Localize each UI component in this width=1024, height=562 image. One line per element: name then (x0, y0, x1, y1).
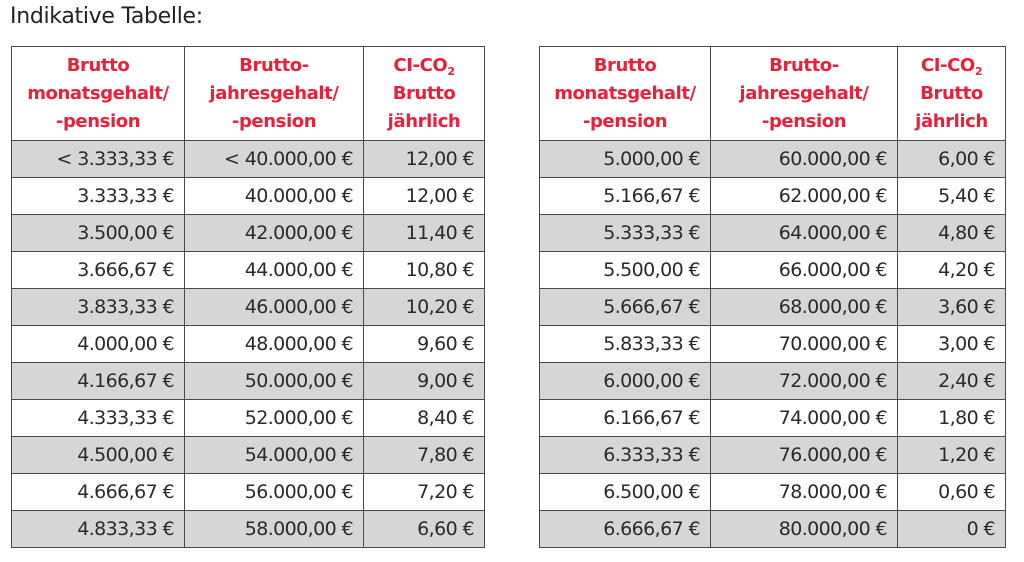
table-body (540, 141, 1006, 548)
table-row (540, 141, 1006, 178)
cell-ci-co2: 9,00 € (364, 363, 485, 400)
cell-monthly: 5.500,00 € (540, 252, 711, 289)
cell-ci-co2: 3,00 € (898, 326, 1006, 363)
header-monthly (12, 47, 185, 141)
cell-ci-co2: 6,60 € (364, 511, 485, 548)
header-ci-line: Brutto (392, 82, 456, 104)
cell-monthly: 3.666,67 € (12, 252, 185, 289)
cell-yearly: 78.000,00 € (711, 474, 898, 511)
table-row (540, 289, 1006, 326)
cell-monthly: 6.666,67 € (540, 511, 711, 548)
cell-ci-co2: 12,00 € (364, 141, 485, 178)
table-row (540, 474, 1006, 511)
header-ci-line: jährlich (915, 110, 988, 132)
cell-monthly: 6.000,00 € (540, 363, 711, 400)
header-yearly (185, 47, 364, 141)
header-monthly-line: Brutto (593, 54, 657, 76)
cell-monthly: 4.333,33 € (12, 400, 185, 437)
cell-ci-co2: 8,40 € (364, 400, 485, 437)
cell-yearly: 52.000,00 € (185, 400, 364, 437)
cell-ci-co2: 12,00 € (364, 178, 485, 215)
header-monthly-line: -pension (582, 110, 668, 132)
cell-monthly: 4.500,00 € (12, 437, 185, 474)
table-row (12, 363, 485, 400)
cell-monthly: 5.000,00 € (540, 141, 711, 178)
table-row (540, 326, 1006, 363)
header-monthly-line: -pension (55, 110, 141, 132)
table-row (12, 252, 485, 289)
table-row (12, 141, 485, 178)
header-ci-subscript: 2 (974, 64, 983, 78)
cell-monthly: 4.666,67 € (12, 474, 185, 511)
header-ci-line (364, 52, 484, 80)
cell-yearly: 66.000,00 € (711, 252, 898, 289)
cell-ci-co2: 11,40 € (364, 215, 485, 252)
cell-ci-co2: 10,20 € (364, 289, 485, 326)
cell-yearly: 56.000,00 € (185, 474, 364, 511)
header-ci-line (898, 52, 1005, 80)
cell-yearly: 46.000,00 € (185, 289, 364, 326)
cell-yearly: 44.000,00 € (185, 252, 364, 289)
table-header-row (12, 47, 485, 141)
table-row (540, 215, 1006, 252)
table-body (12, 141, 485, 548)
cell-ci-co2: 7,20 € (364, 474, 485, 511)
cell-yearly: 48.000,00 € (185, 326, 364, 363)
cell-ci-co2: 1,80 € (898, 400, 1006, 437)
cell-monthly: 5.833,33 € (540, 326, 711, 363)
cell-ci-co2: 6,00 € (898, 141, 1006, 178)
cell-monthly: 3.500,00 € (12, 215, 185, 252)
header-ci-text: CI-CO (920, 54, 975, 76)
page-title: Indikative Tabelle: (10, 4, 203, 29)
cell-ci-co2: 4,20 € (898, 252, 1006, 289)
cell-monthly: 4.166,67 € (12, 363, 185, 400)
header-monthly-line: Brutto (66, 54, 130, 76)
cell-yearly: 54.000,00 € (185, 437, 364, 474)
cell-monthly: 5.666,67 € (540, 289, 711, 326)
header-monthly-line: monatsgehalt/ (554, 82, 696, 104)
cell-yearly: 62.000,00 € (711, 178, 898, 215)
header-ci-co2 (898, 47, 1006, 141)
cell-ci-co2: 4,80 € (898, 215, 1006, 252)
table-row (540, 363, 1006, 400)
cell-monthly: 6.500,00 € (540, 474, 711, 511)
cell-yearly: < 40.000,00 € (185, 141, 364, 178)
table-row (540, 437, 1006, 474)
rate-table-left (11, 46, 485, 548)
header-ci-line: jährlich (387, 110, 461, 132)
cell-monthly: 4.000,00 € (12, 326, 185, 363)
table-row (12, 289, 485, 326)
cell-monthly: 6.333,33 € (540, 437, 711, 474)
cell-yearly: 72.000,00 € (711, 363, 898, 400)
cell-monthly: 5.166,67 € (540, 178, 711, 215)
header-ci-line: Brutto (920, 82, 983, 104)
cell-yearly: 40.000,00 € (185, 178, 364, 215)
cell-ci-co2: 3,60 € (898, 289, 1006, 326)
cell-yearly: 80.000,00 € (711, 511, 898, 548)
cell-ci-co2: 10,80 € (364, 252, 485, 289)
cell-ci-co2: 1,20 € (898, 437, 1006, 474)
header-ci-text: CI-CO (393, 54, 448, 76)
table-row (12, 474, 485, 511)
table-row (12, 400, 485, 437)
cell-yearly: 70.000,00 € (711, 326, 898, 363)
header-yearly-line: Brutto- (769, 54, 839, 76)
cell-monthly: 4.833,33 € (12, 511, 185, 548)
header-yearly-line: Brutto- (239, 54, 309, 76)
table-row (12, 178, 485, 215)
header-ci-subscript: 2 (447, 64, 455, 78)
cell-monthly: 5.333,33 € (540, 215, 711, 252)
header-yearly-line: jahresgehalt/ (209, 82, 339, 104)
cell-yearly: 68.000,00 € (711, 289, 898, 326)
cell-yearly: 58.000,00 € (185, 511, 364, 548)
cell-monthly: < 3.333,33 € (12, 141, 185, 178)
cell-monthly: 6.166,67 € (540, 400, 711, 437)
rate-table-right (539, 46, 1006, 548)
header-yearly-line: -pension (761, 110, 847, 132)
table-row (540, 252, 1006, 289)
cell-yearly: 50.000,00 € (185, 363, 364, 400)
header-yearly-line: jahresgehalt/ (739, 82, 869, 104)
table-row (12, 326, 485, 363)
table-row (540, 511, 1006, 548)
cell-ci-co2: 0 € (898, 511, 1006, 548)
table-row (12, 215, 485, 252)
cell-yearly: 76.000,00 € (711, 437, 898, 474)
header-monthly (540, 47, 711, 141)
cell-yearly: 42.000,00 € (185, 215, 364, 252)
table-header-row (540, 47, 1006, 141)
cell-ci-co2: 5,40 € (898, 178, 1006, 215)
cell-monthly: 3.833,33 € (12, 289, 185, 326)
table-row (12, 511, 485, 548)
header-ci-co2 (364, 47, 485, 141)
cell-yearly: 64.000,00 € (711, 215, 898, 252)
cell-monthly: 3.333,33 € (12, 178, 185, 215)
header-yearly-line: -pension (231, 110, 317, 132)
table-row (12, 437, 485, 474)
table-row (540, 400, 1006, 437)
table-row (540, 178, 1006, 215)
cell-ci-co2: 9,60 € (364, 326, 485, 363)
cell-ci-co2: 7,80 € (364, 437, 485, 474)
header-yearly (711, 47, 898, 141)
cell-ci-co2: 0,60 € (898, 474, 1006, 511)
cell-ci-co2: 2,40 € (898, 363, 1006, 400)
cell-yearly: 74.000,00 € (711, 400, 898, 437)
header-monthly-line: monatsgehalt/ (27, 82, 169, 104)
cell-yearly: 60.000,00 € (711, 141, 898, 178)
